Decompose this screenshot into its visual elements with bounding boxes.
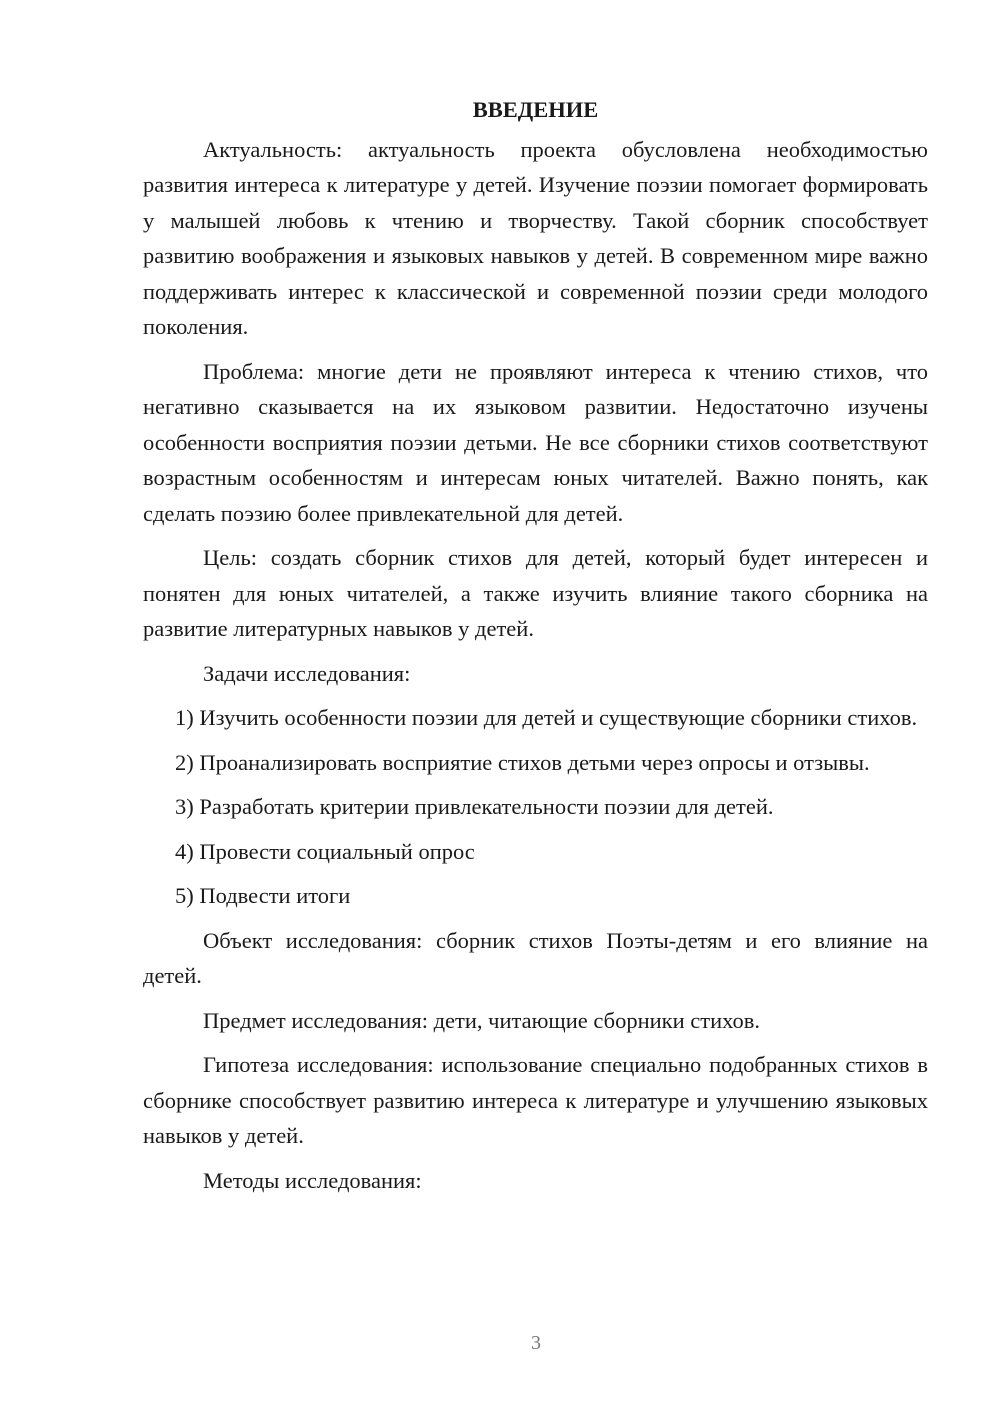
page-title: ВВЕДЕНИЕ xyxy=(472,97,599,122)
document-page xyxy=(143,92,928,1207)
object-paragraph: Объект исследования: сборник стихов Поэты-детям и его влияние на детей. xyxy=(143,927,928,988)
tasks-heading: Задачи исследования: xyxy=(203,660,411,686)
page-number: 3 xyxy=(531,1332,541,1354)
goal-paragraph: Цель: создать сборник стихов для детей, который будет интересен и понятен для юных читателей, а также изучить влияние такого сборника на развитие литературных навыков у детей. xyxy=(143,545,928,641)
task-item: 2) Проанализировать восприятие стихов детьми через опросы и отзывы. xyxy=(175,749,870,775)
task-item: 5) Подвести итоги xyxy=(175,883,351,908)
subject-paragraph: Предмет исследования: дети, читающие сборники стихов. xyxy=(203,1007,761,1033)
task-item: 3) Разработать критерии привлекательности поэзии для детей. xyxy=(175,794,774,819)
relevance-paragraph: Актуальность: актуальность проекта обусловлена необходимостью развития интереса к литературе у детей. Изучение поэзии помогает формировать у малышей любовь к чтению и творчеству. Такой сборник способствует развитию воображения и языковых навыков у детей. В современном мире важно поддерживать интерес к классической и современной поэзии среди молодого поколения. xyxy=(143,136,928,339)
hypothesis-paragraph: Гипотеза исследования: использование специально подобранных стихов в сборнике способствует развитию интереса к литературе и улучшению языковых навыков у детей. xyxy=(143,1052,928,1148)
task-item: 4) Провести социальный опрос xyxy=(175,838,475,864)
methods-heading: Методы исследования: xyxy=(203,1167,422,1193)
task-item: 1) Изучить особенности поэзии для детей и существующие сборники стихов. xyxy=(175,705,918,730)
problem-paragraph: Проблема: многие дети не проявляют интереса к чтению стихов, что негативно сказывается на их языковом развитии. Недостаточно изучены особенности восприятия поэзии детьми. Не все сборники стихов соответствуют возрастным особенностям и интересам юных читателей. Важно понять, как сделать поэзию более привлекательной для детей. xyxy=(143,358,928,526)
